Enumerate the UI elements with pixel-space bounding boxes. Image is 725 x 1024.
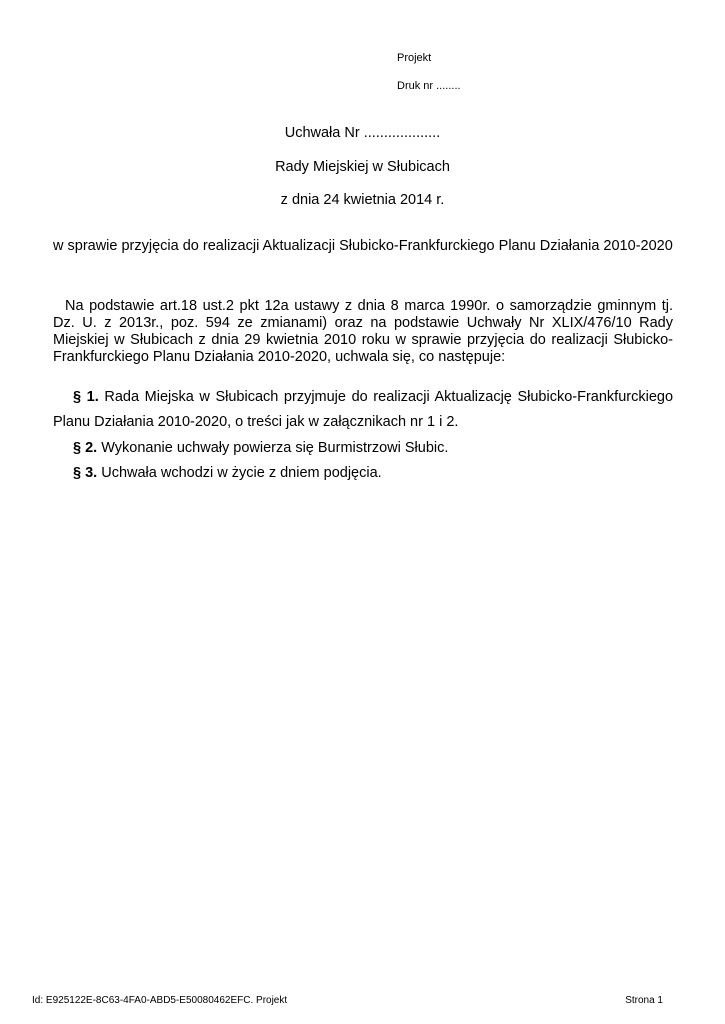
druk-number: Druk nr ........: [397, 80, 461, 92]
resolution-title: Uchwała Nr ...................: [284, 125, 441, 141]
section-1-number: § 1.: [73, 389, 99, 405]
resolution-subject: w sprawie przyjęcia do realizacji Aktualizacji Słubicko-Frankfurckiego Planu Działania 2010-2020: [53, 238, 673, 254]
section-3-text: Uchwała wchodzi w życie z dniem podjęcia.: [101, 465, 382, 481]
section-2-text: Wykonanie uchwały powierza się Burmistrzowi Słubic.: [101, 440, 449, 456]
legal-basis-paragraph: Na podstawie art.18 ust.2 pkt 12a ustawy z dnia 8 marca 1990r. o samorządzie gminnym tj. Dz. U. z 2013r., poz. 594 ze zmianami) oraz na podstawie Uchwały Nr XLIX/476/10 Rady Miejskiej w Słubicach z dnia 29 kwietnia 2010 roku w sprawie przyjęcia do realizacji Słubicko-Frankfurckiego Planu Działania 2010-2020, uchwala się, co następuje:: [53, 298, 673, 365]
section-1-first-line: [73, 389, 673, 406]
projekt-label: Projekt: [397, 52, 432, 64]
council-name: Rady Miejskiej w Słubicach: [275, 159, 450, 175]
page-number: Strona 1: [625, 995, 663, 1006]
section-3-number: § 3.: [73, 465, 98, 481]
document-id: Id: E925122E-8C63-4FA0-ABD5-E50080462EFC. Projekt: [32, 995, 288, 1006]
section-2: [73, 440, 448, 457]
section-3: [73, 465, 382, 482]
section-1-text-line1: Rada Miejska w Słubicach przyjmuje do realizacji Aktualizację Słubicko-Frankfurckiego: [104, 389, 674, 405]
section-2-number: § 2.: [73, 440, 98, 456]
resolution-date: z dnia 24 kwietnia 2014 r.: [280, 192, 445, 208]
section-1-second-line: Planu Działania 2010-2020, o treści jak w załącznikach nr 1 i 2.: [53, 414, 459, 430]
